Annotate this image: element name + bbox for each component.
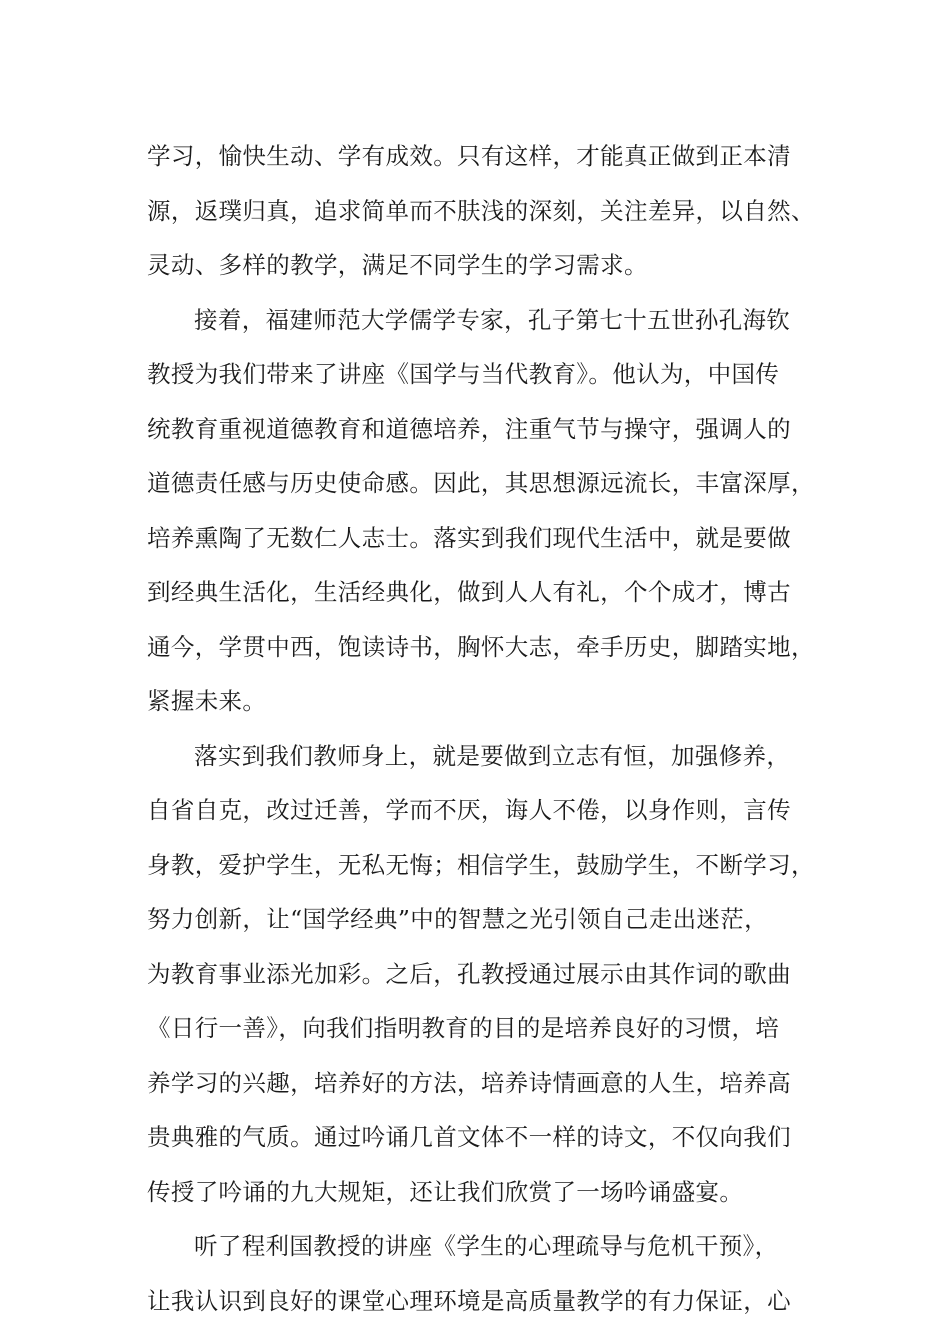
text-line: 源，返璞归真，追求简单而不肤浅的深刻，关注差异，以自然、	[147, 196, 815, 225]
text-line: 学习，愉快生动、学有成效。只有这样，才能真正做到正本清	[147, 142, 791, 170]
text-line: 身教，爱护学生，无私无悔；相信学生，鼓励学生，不断学习，	[147, 850, 815, 879]
text-line: 培养熏陶了无数仁人志士。落实到我们现代生活中，就是要做	[147, 523, 791, 552]
text-line: 到经典生活化，生活经典化，做到人人有礼，个个成才，博古	[147, 578, 791, 606]
text-line: 贵典雅的气质。通过吟诵几首文体不一样的诗文，不仅向我们	[147, 1123, 791, 1151]
text-line: 教授为我们带来了讲座《国学与当代教育》。他认为，中国传	[147, 360, 780, 388]
text-line: 努力创新，让“国学经典”中的智慧之光引领自己走出迷茫，	[147, 905, 768, 933]
text-line: 养学习的兴趣，培养好的方法，培养诗情画意的人生，培养高	[147, 1068, 791, 1097]
text-line: 为教育事业添光加彩。之后，孔教授通过展示由其作词的歌曲	[147, 959, 791, 988]
text-line: 自省自克，改过迁善，学而不厌，诲人不倦，以身作则，言传	[147, 796, 791, 824]
text-line: 《日行一善》，向我们指明教育的目的是培养良好的习惯，培	[147, 1014, 780, 1042]
text-line: 灵动、多样的教学，满足不同学生的学习需求。	[147, 251, 648, 279]
text-line: 统教育重视道德教育和道德培养，注重气节与操守，强调人的	[147, 414, 791, 443]
text-line: 落实到我们教师身上，就是要做到立志有恒，加强修养，	[194, 741, 791, 770]
text-line: 听了程利国教授的讲座《学生的心理疏导与危机干预》，	[194, 1232, 779, 1260]
text-line: 传授了吟诵的九大规矩，还让我们欣赏了一场吟诵盛宴。	[147, 1177, 744, 1206]
text-line: 道德责任感与历史使命感。因此，其思想源远流长，丰富深厚，	[147, 469, 815, 497]
text-line: 接着，福建师范大学儒学专家，孔子第七十五世孙孔海钦	[194, 305, 791, 334]
text-line: 让我认识到良好的课堂心理环境是高质量教学的有力保证，心	[147, 1286, 791, 1315]
text-line: 紧握未来。	[147, 687, 267, 715]
text-line: 通今，学贯中西，饱读诗书，胸怀大志，牵手历史，脚踏实地，	[147, 632, 815, 661]
document-body	[147, 129, 827, 1328]
